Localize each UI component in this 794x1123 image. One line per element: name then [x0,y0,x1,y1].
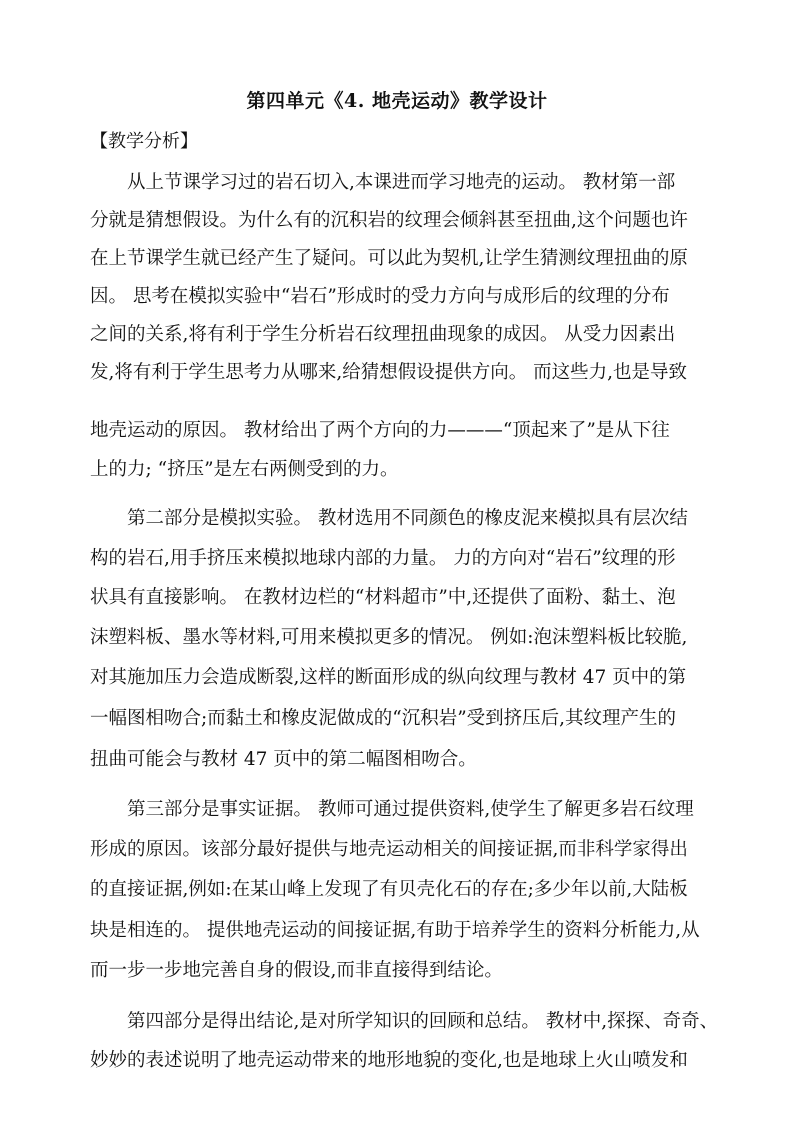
paragraph-2-line-1: 第二部分是模拟实验。 教材选用不同颜色的橡皮泥来模拟具有层次结 [127,508,688,529]
paragraph-3-line-5: 而一步一步地完善自身的假设,而非直接得到结论。 [90,960,503,981]
paragraph-1-line-4: 因。 思考在模拟实验中“岩石”形成时的受力方向与成形后的纹理的分布 [90,286,670,307]
paragraph-2-line-4: 沫塑料板、墨水等材料,可用来模拟更多的情况。 例如:泡沫塑料板比较脆, [90,627,688,648]
paragraph-1-line-6: 发,将有利于学生思考力从哪来,给猜想假设提供方向。 而这些力,也是导致 [90,362,688,383]
paragraph-2-line-2: 构的岩石,用手挤压来模拟地球内部的力量。 力的方向对“岩石”纹理的形 [90,548,676,569]
paragraph-1-line-2: 分就是猜想假设。为什么有的沉积岩的纹理会倾斜甚至扭曲,这个问题也许 [90,210,688,231]
paragraph-3-line-3: 的直接证据,例如:在某山峰上发现了有贝壳化石的存在;多少年以前,大陆板 [90,879,688,900]
paragraph-1-line-1: 从上节课学习过的岩石切入,本课进而学习地壳的运动。 教材第一部 [127,172,676,193]
paragraph-1-line-5: 之间的关系,将有利于学生分析岩石纹理扭曲现象的成因。 从受力因素出 [90,324,676,345]
paragraph-1-line-7: 地壳运动的原因。 教材给出了两个方向的力———“顶起来了”是从下往 [90,420,670,441]
paragraph-1-line-8: 上的力; “挤压”是左右两侧受到的力。 [90,459,399,480]
paragraph-2-line-5: 对其施加压力会造成断裂,这样的断面形成的纵向纹理与教材 47 页中的第 [90,667,687,688]
paragraph-3-line-1: 第三部分是事实证据。 教师可通过提供资料,使学生了解更多岩石纹理 [127,799,694,820]
paragraph-4-line-1: 第四部分是得出结论,是对所学知识的回顾和总结。 教材中,探探、奇奇、 [127,1011,719,1032]
paragraph-3-line-4: 块是相连的。 提供地壳运动的间接证据,有助于培养学生的资料分析能力,从 [90,920,700,941]
paragraph-2-line-7: 扭曲可能会与教材 47 页中的第二幅图相吻合。 [90,749,477,770]
paragraph-1-line-3: 在上节课学生就已经产生了疑问。可以此为契机,让学生猜测纹理扭曲的原 [90,248,688,269]
paragraph-4-line-2: 妙妙的表述说明了地壳运动带来的地形地貌的变化,也是地球上火山喷发和 [90,1050,688,1071]
section-heading: 【教学分析】 [90,131,198,152]
document-title: 第四单元《4. 地壳运动》教学设计 [246,90,548,112]
paragraph-2-line-6: 一幅图相吻合;而黏土和橡皮泥做成的“沉积岩”受到挤压后,其纹理产生的 [90,708,677,729]
paragraph-2-line-3: 状具有直接影响。 在教材边栏的“材料超市”中,还提供了面粉、黏土、泡 [90,587,676,608]
paragraph-3-line-2: 形成的原因。该部分最好提供与地壳运动相关的间接证据,而非科学家得出 [90,839,688,860]
